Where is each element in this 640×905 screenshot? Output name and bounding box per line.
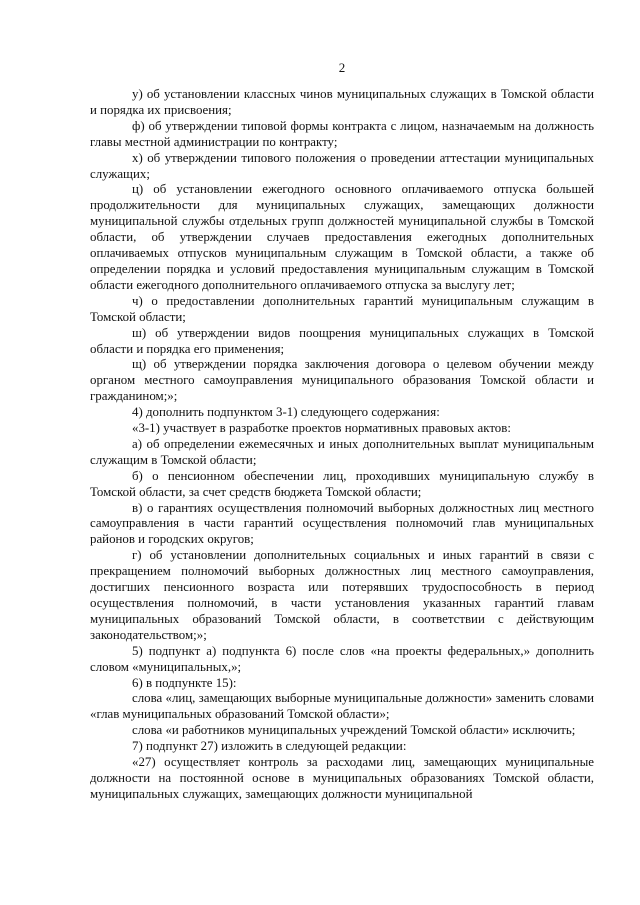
paragraph-b: б) о пенсионном обеспечении лиц, проходивших муниципальную службу в Томской области, за счет средств бюджета Томской области; [90,468,594,499]
paragraph-sh: ш) об утверждении видов поощрения муниципальных служащих в Томской области и порядка его применения; [90,325,594,356]
document-body [90,87,594,803]
paragraph-kh: х) об утверждении типового положения о проведении аттестации муниципальных служащих; [90,150,594,181]
paragraph-u: у) об установлении классных чинов муниципальных служащих в Томской области и порядка их присвоения; [90,87,594,117]
paragraph-exclude-words: слова «и работников муниципальных учреждений Томской области» исключить; [132,723,576,738]
paragraph-g: г) об установлении дополнительных социальных и иных гарантий в связи с прекращением полномочий выборных должностных лиц местного самоуправления, достигших пенсионного возраста или потерявших трудоспособность в период осуществления полномочий, в части установления указанных гарантий главам муниципальных образований Томской области, в соответствии с действующим законодательством;»; [90,548,594,642]
paragraph-a: а) об определении ежемесячных и иных дополнительных выплат муниципальным служащим в Томской области; [90,436,594,467]
paragraph-27: «27) осуществляет контроль за расходами лиц, замещающих муниципальные должности на постоянной основе в муниципальных образованиях Томской области, муниципальных служащих, замещающих должности муниципальной [90,755,594,801]
paragraph-v: в) о гарантиях осуществления полномочий выборных должностных лиц местного самоуправления в части гарантий осуществления полномочий глав муниципальных районов и городских округов; [90,500,594,547]
paragraph-shch: щ) об утверждении порядка заключения договора о целевом обучении между органом местного самоуправления муниципального образования Томской области и гражданином;»; [90,357,594,404]
paragraph-item-5: 5) подпункт а) подпункта 6) после слов «на проекты федеральных,» дополнить словом «муниципальных,»; [90,643,594,674]
paragraph-item-6: 6) в подпункте 15): [132,675,237,690]
page-number: 2 [338,60,346,75]
paragraph-ts: ц) об установлении ежегодного основного оплачиваемого отпуска большей продолжительности для муниципальных служащих, замещающих должности муниципальной службы отдельных групп должностей муниципальной службы в Томской области, об утверждении случаев предоставления ежегодных дополнительных оплачиваемых отпусков муниципальным служащим в Томской области, а также об определении порядка и условий предоставления муниципальным служащим в Томской области ежегодного дополнительного оплачиваемого отпуска за выслугу лет; [90,182,594,292]
paragraph-item-7: 7) подпункт 27) изложить в следующей редакции: [132,739,407,754]
paragraph-ch: ч) о предоставлении дополнительных гарантий муниципальным служащим в Томской области; [90,293,594,324]
paragraph-f: ф) об утверждении типовой формы контракта с лицом, назначаемым на должность главы местной администрации по контракту; [90,118,594,149]
paragraph-3-1: «3-1) участвует в разработке проектов нормативных правовых актов: [132,421,511,436]
paragraph-replace-words: слова «лиц, замещающих выборные муниципальные должности» заменить словами «глав муниципальных образований Томской области»; [90,691,594,722]
paragraph-item-4: 4) дополнить подпунктом 3-1) следующего содержания: [132,405,440,420]
